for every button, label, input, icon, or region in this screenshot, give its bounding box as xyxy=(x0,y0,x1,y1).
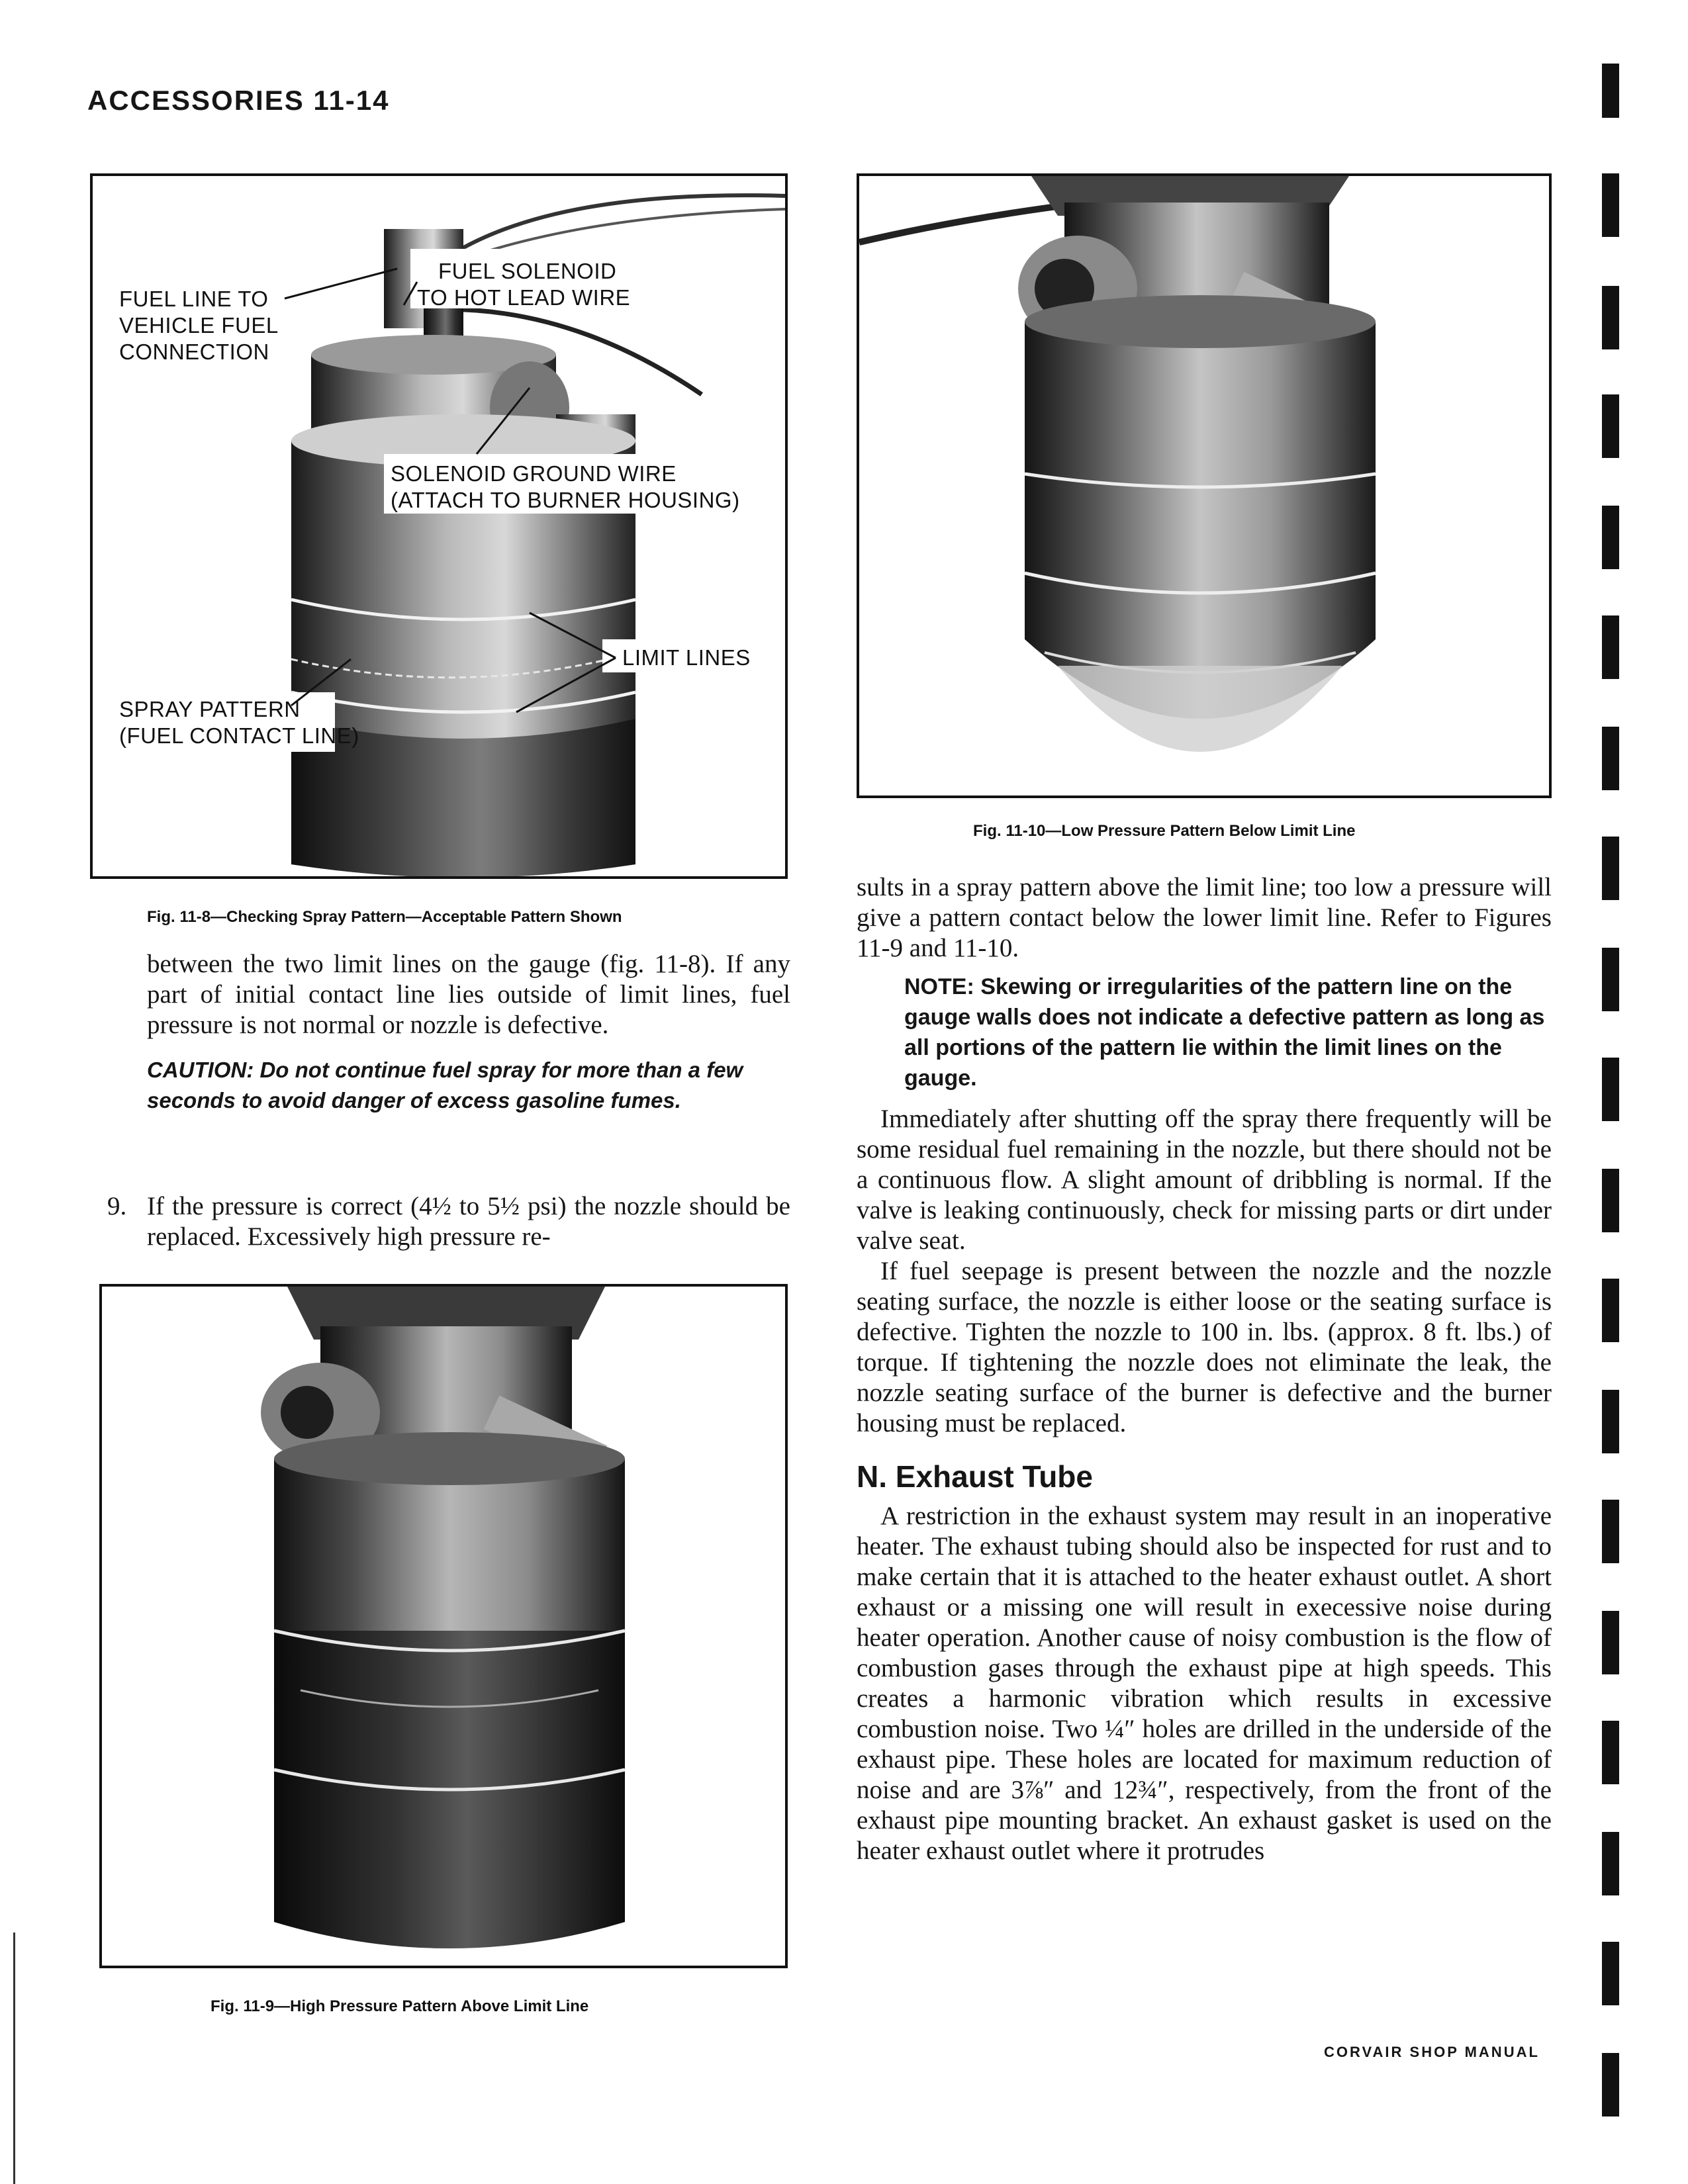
left-column xyxy=(147,949,790,1116)
item-9-text: If the pressure is correct (4½ to 5½ psi) the nozzle should be replaced. Excessively high pressure re- xyxy=(147,1192,790,1251)
figure-11-10 xyxy=(857,173,1552,798)
figure-11-9 xyxy=(99,1284,788,1968)
margin-bar xyxy=(1602,1169,1619,1232)
callout-solenoid-hot-lead-1: FUEL SOLENOID xyxy=(438,259,617,283)
callout-fuel-line-1: FUEL LINE TO xyxy=(119,287,269,311)
callout-spray-pattern-2: (FUEL CONTACT LINE) xyxy=(119,723,359,748)
margin-bar xyxy=(1602,64,1619,118)
right-para-1: sults in a spray pattern above the limit line; too low a pressure will give a pattern contact below the lower limit line. Refer to Figures 11-9 and 11-10. xyxy=(857,873,1552,962)
figure-11-9-photo xyxy=(102,1287,785,1966)
margin-bar xyxy=(1602,1832,1619,1895)
margin-bar xyxy=(1602,506,1619,569)
left-para-1: between the two limit lines on the gauge (fig. 11-8). If any part of initial contact line lies outside of limit lines, fuel pressure is not normal or nozzle is defective. xyxy=(147,950,790,1039)
margin-bar xyxy=(1602,1058,1619,1121)
callout-fuel-line-2: VEHICLE FUEL xyxy=(119,313,279,338)
right-para-3: If fuel seepage is present between the nozzle and the nozzle seating surface, the nozzle is either loose or the seating surface is defective. Tighten the nozzle to 100 in. lbs. (approx. 8 ft. lbs.) of torque. If tightening the nozzle does not eliminate the leak, the nozzle seating surface of the burner is defective and the burner housing must be replaced. xyxy=(857,1257,1552,1437)
note-skewing: NOTE: Skewing or irregularities of the pattern line on the gauge walls does not indicate a defective pattern as long as all portions of the pattern lie within the limit lines on the gauge. xyxy=(904,974,1545,1091)
margin-bar xyxy=(1602,1279,1619,1342)
page-header: ACCESSORIES 11-14 xyxy=(87,85,390,116)
margin-bar xyxy=(1602,1721,1619,1784)
margin-bar xyxy=(1602,1500,1619,1563)
caution-note: CAUTION: Do not continue fuel spray for more than a few seconds to avoid danger of excess gasoline fumes. xyxy=(147,1058,743,1113)
margin-bar xyxy=(1602,727,1619,790)
callout-ground-wire-1: SOLENOID GROUND WIRE xyxy=(391,461,677,486)
figure-11-9-caption: Fig. 11-9—High Pressure Pattern Above Limit Line xyxy=(211,1997,589,2015)
section-heading-exhaust-tube: N. Exhaust Tube xyxy=(857,1459,1093,1494)
callout-spray-pattern xyxy=(119,696,359,749)
figure-11-8 xyxy=(90,173,788,879)
right-column xyxy=(857,872,1552,1866)
page-footer: CORVAIR SHOP MANUAL xyxy=(1324,2044,1540,2060)
callout-ground-wire xyxy=(391,461,740,514)
margin-bar xyxy=(1602,615,1619,679)
margin-bar xyxy=(1602,2053,1619,2116)
margin-bar xyxy=(1602,173,1619,237)
callout-limit-lines: LIMIT LINES xyxy=(622,645,751,670)
margin-bar xyxy=(1602,286,1619,349)
callout-solenoid-hot-lead-2: TO HOT LEAD WIRE xyxy=(417,285,631,310)
figure-11-10-photo xyxy=(859,176,1549,796)
callout-fuel-line-3: CONNECTION xyxy=(119,340,269,364)
item-9-number: 9. xyxy=(107,1192,127,1220)
callout-spray-pattern-1: SPRAY PATTERN xyxy=(119,697,301,721)
right-para-2: Immediately after shutting off the spray there frequently will be some residual fuel remaining in the nozzle, but there should not be a continuous flow. A slight amount of dribbling is normal. If the valve is leaking continuously, check for missing parts or dirt under valve seat. xyxy=(857,1105,1552,1255)
margin-bar xyxy=(1602,1611,1619,1674)
figure-11-10-caption: Fig. 11-10—Low Pressure Pattern Below Limit Line xyxy=(973,822,1356,840)
callout-solenoid-hot-lead xyxy=(417,258,630,311)
callout-fuel-line xyxy=(119,286,279,365)
callout-ground-wire-2: (ATTACH TO BURNER HOUSING) xyxy=(391,488,740,512)
figure-11-8-caption: Fig. 11-8—Checking Spray Pattern—Acceptable Pattern Shown xyxy=(147,908,622,926)
margin-bar xyxy=(1602,948,1619,1011)
margin-bar xyxy=(1602,1390,1619,1453)
margin-bar xyxy=(1602,1942,1619,2005)
right-para-4: A restriction in the exhaust system may result in an inoperative heater. The exhaust tubing should also be inspected for rust and to make certain that it is attached to the heater exhaust outlet. A short exhaust or a missing one will result in execessive noise during heater operation. Another cause of noisy combustion is the flow of combustion gases through the exhaust pipe at high speeds. This creates a harmonic vibration which results in excessive combustion noise. Two ¼″ holes are drilled in the underside of the exhaust pipe. These holes are located for maximum reduction of noise and are 3⅞″ and 12¾″, respectively, from the front of the exhaust pipe mounting bracket. An exhaust gasket is used on the heater exhaust outlet where it protrudes xyxy=(857,1502,1552,1865)
binding-edge-line xyxy=(13,1933,15,2184)
margin-bar xyxy=(1602,394,1619,458)
margin-bar xyxy=(1602,837,1619,900)
